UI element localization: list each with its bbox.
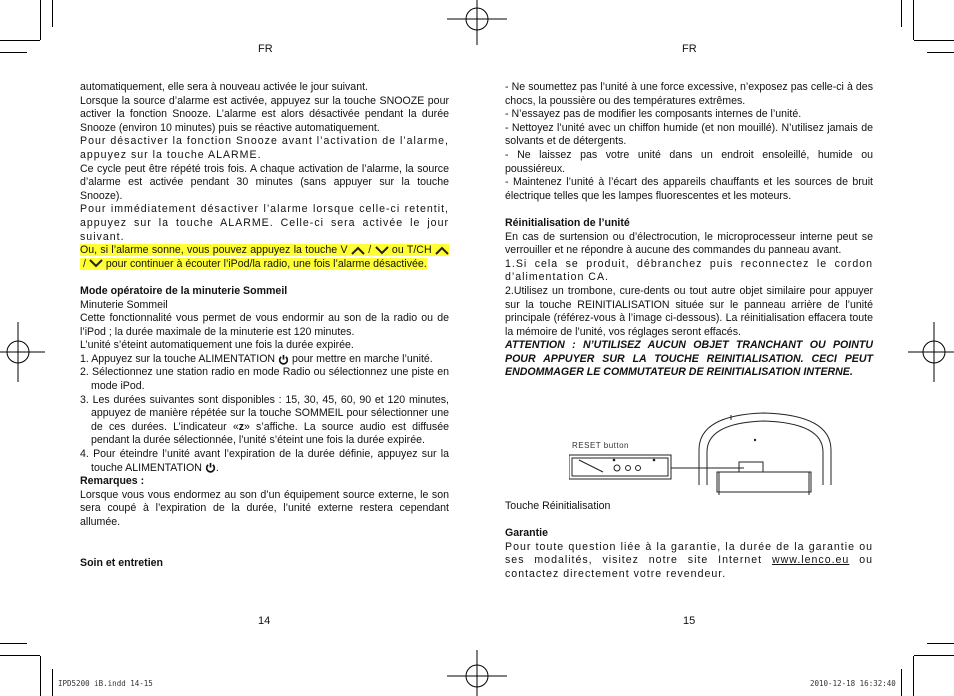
section-heading: Soin et entretien: [80, 556, 163, 569]
paragraph: Cette fonctionnalité vous permet de vous endormir au son de la radio ou de l’iPod ; la durée maximale de la minuterie est 120 minutes.: [80, 312, 449, 338]
power-icon: [205, 462, 216, 473]
power-icon: [278, 354, 289, 365]
chevron-up-icon: [351, 246, 365, 255]
header-lang-right: FR: [682, 43, 697, 55]
section-heading: Réinitialisation de l’unité: [505, 216, 630, 229]
chevron-down-icon: [375, 246, 389, 255]
chevron-up-icon: [435, 246, 449, 255]
paragraph: L’unité s’éteint automatiquement une fois la durée expirée.: [80, 339, 354, 352]
reset-figure: [569, 410, 877, 495]
chevron-down-icon: [89, 259, 103, 268]
paragraph: 1.Si cela se produit, débranchez puis reconnectez le cordon d’alimentation CA.: [505, 257, 873, 284]
section-heading: Garantie: [505, 527, 548, 540]
right-column: [505, 81, 873, 380]
page-number-right: 15: [683, 615, 696, 627]
paragraph: Lorsque vous vous endormez au son d’un équipement source externe, le son sera coupé à l’expiration de la durée, l’unité externe restera cependant allumée.: [80, 488, 449, 528]
paragraph: - Nettoyez l’unité avec un chiffon humide (et non mouillé). N’utilisez jamais de solvants et de détergents.: [505, 121, 873, 148]
paragraph: En cas de surtension ou d’électrocution, le microprocesseur interne peut se verrouiller et ne répondre à aucune des commandes du panneau avant.: [505, 230, 873, 257]
section-heading: Remarques :: [80, 475, 145, 488]
section-heading: Mode opératoire de la minuterie Sommeil: [80, 284, 288, 297]
attention-warning: ATTENTION : N’UTILISEZ AUCUN OBJET TRANCHANT OU POINTU POUR APPUYER SUR LA TOUCHE REINITIALISATION. CECI PEUT ENDOMMAGER LE COMMUTATEUR DE REINITIALISATION INTERNE.: [505, 339, 873, 379]
paragraph: 2.Utilisez un trombone, cure-dents ou tout autre objet similaire pour appuyer sur la touche REINITIALISATION située sur le panneau arrière de l’unité principale (référez-vous à l’image ci-dessous). La réinitialisation effacera toute la mémoire de l’unité, vos réglages seront effacés.: [505, 284, 873, 338]
paragraph: - Ne laissez pas votre unité dans un endroit ensoleillé, humide ou poussiéreux.: [505, 148, 873, 175]
figure-caption: Touche Réinitialisation: [505, 500, 611, 512]
footer-file: IPD5200 iB.indd 14-15: [58, 679, 153, 688]
page-number-left: 14: [258, 615, 271, 627]
paragraph: Pour toute question liée à la garantie, la durée de la garantie ou ses modalités, visitez notre site Internet www.lenco.eu ou contactez directement votre revendeur.: [505, 540, 873, 580]
paragraph: - Maintenez l’unité à l’écart des appareils chauffants et les sources de bruit électrique telles que les lampes fluorescentes et les moteurs.: [505, 176, 873, 202]
sleep-indicator: z: [238, 420, 245, 433]
header-lang-left: FR: [258, 43, 273, 55]
right-column-bottom: [505, 500, 873, 582]
paragraph: Lorsque la source d’alarme est activée, appuyez sur la touche SNOOZE pour activer la fonction Snooze. L’alarme est alors désactivée pendant la durée Snooze (environ 10 minutes) puis se réactive automatiquement.: [80, 94, 449, 134]
paragraph: Ce cycle peut être répété trois fois. A chaque activation de l’alarme, la source d’alarme est activée pendant 30 minutes (sans appuyer sur la touche Snooze).: [80, 162, 449, 202]
paragraph: Minuterie Sommeil: [80, 298, 168, 311]
paragraph: - N’essayez pas de modifier les composants internes de l’unité.: [505, 108, 802, 121]
warranty-link[interactable]: www.lenco.eu: [771, 554, 850, 567]
paragraph: Pour immédiatement désactiver l’alarme lorsque celle-ci retentit, appuyez sur la touche ALARME. Celle-ci sera activée le jour suivant.: [80, 203, 449, 243]
highlighted-note: Ou, si l’alarme sonne, vous pouvez appuyez la touche V / ou T/CH / pour continuer à écouter l’iPod/la radio, une fois l’alarme désactivée.: [80, 244, 449, 271]
paragraph: Pour désactiver la fonction Snooze avant l’activation de l’alarme, appuyez sur la touche ALARME.: [80, 135, 449, 161]
paragraph: automatiquement, elle sera à nouveau activée le jour suivant.: [80, 81, 368, 93]
footer-timestamp: 2010-12-18 16:32:40: [810, 679, 896, 688]
device-drawing: [569, 410, 877, 495]
list-item: 2. Sélectionnez une station radio en mode Radio ou sélectionnez une piste en mode iPod.: [80, 366, 449, 393]
paragraph: - Ne soumettez pas l’unité à une force excessive, n’exposez pas celle-ci à des chocs, la poussière ou des températures extrêmes.: [505, 81, 873, 107]
list-item: 3. Les durées suivantes sont disponibles : 15, 30, 45, 60, 90 et 120 minutes, appuyez de manière répétée sur la touche SOMMEIL pour sélectionner une de ces durées. L’indicateur «z» s’affiche. La source audio est diffusée pendant la durée sélectionnée, l’unité s’éteint une fois la durée expirée.: [80, 393, 449, 447]
figure-label: RESET button: [572, 441, 629, 450]
left-column: [80, 81, 449, 570]
list-item: 4. Pour éteindre l’unité avant l’expiration de la durée définie, appuyez sur la touche ALIMENTATION .: [80, 448, 449, 474]
list-item: 1. Appuyez sur la touche ALIMENTATION pour mettre en marche l’unité.: [80, 352, 433, 365]
